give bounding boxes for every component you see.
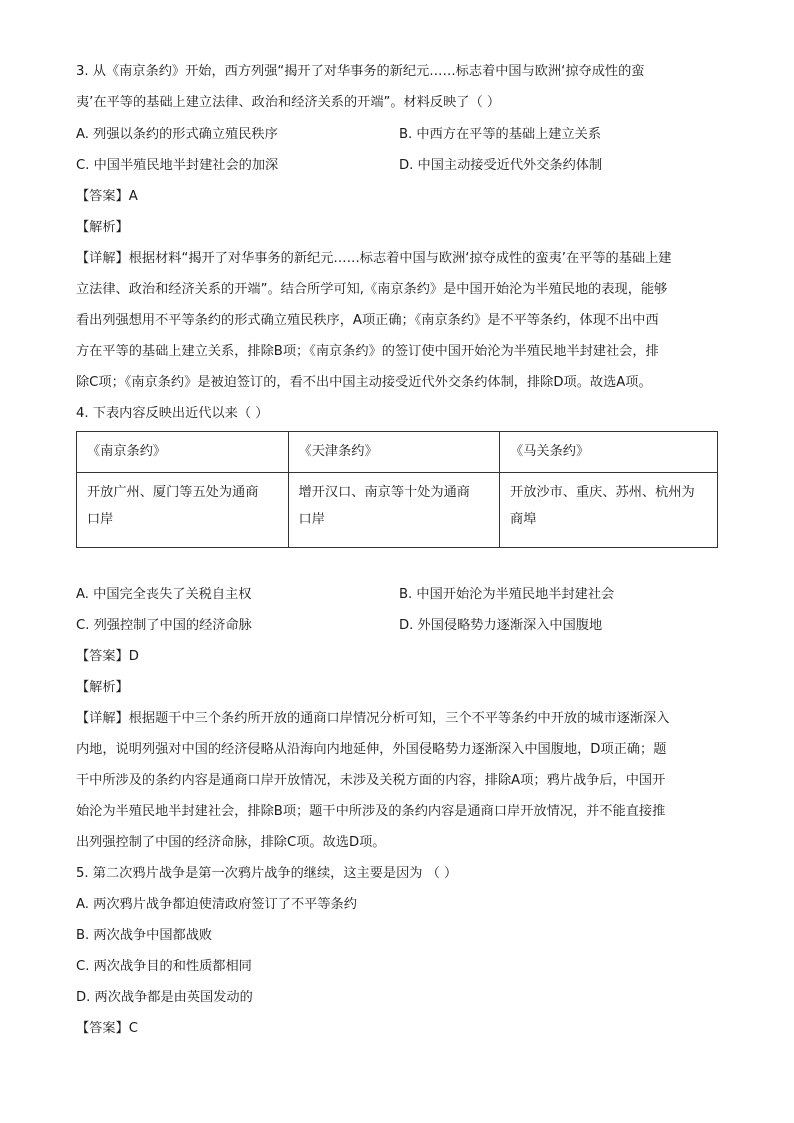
- table-cell-line: 开放沙市、重庆、苏州、杭州为: [510, 485, 695, 500]
- q5-option-b: B. 两次战争中国都战败: [76, 928, 213, 943]
- q3-option-c: C. 中国半殖民地半封建社会的加深: [76, 158, 279, 173]
- treaty-table: [76, 431, 718, 548]
- table-cell: [288, 473, 500, 548]
- q5-option-c: C. 两次战争目的和性质都相同: [76, 959, 252, 974]
- q4-stem: 4. 下表内容反映出近代以来（ ）: [76, 406, 269, 421]
- table-header-row: [77, 432, 718, 473]
- q4-detail-line-5: 出列强控制了中国的经济命脉，排除C项。故选D项。: [76, 835, 386, 850]
- q5-stem: 5. 第二次鸦片战争是第一次鸦片战争的继续，这主要是因为 （ ）: [76, 866, 458, 881]
- q4-analysis-label: 【解析】: [76, 680, 129, 695]
- table-cell-line: 商埠: [510, 512, 537, 527]
- q5-option-d: D. 两次战争都是由英国发动的: [76, 990, 253, 1005]
- table-cell-line: 增开汉口、南京等十处为通商: [298, 485, 470, 500]
- q3-detail-line-2: 立法律、政治和经济关系的开端”。结合所学可知,《南京条约》是中国开始沦为半殖民地的表现，能够: [76, 282, 668, 297]
- table-header-cell: 《南京条约》: [77, 432, 289, 473]
- q3-stem-line-2: 夷’在平等的基础上建立法律、政治和经济关系的开端”。材料反映了（ ）: [76, 95, 501, 110]
- table-cell-line: 口岸: [298, 512, 325, 527]
- table-cell-line: 开放广州、厦门等五处为通商: [87, 485, 259, 500]
- q4-option-b: B. 中国开始沦为半殖民地半封建社会: [399, 587, 615, 602]
- q5-option-a: A. 两次鸦片战争都迫使清政府签订了不平等条约: [76, 897, 357, 912]
- table-header-cell: 《天津条约》: [288, 432, 500, 473]
- q3-detail-line-4: 方在平等的基础上建立关系，排除B项；《南京条约》的签订使中国开始沦为半殖民地半封建社会，排: [76, 344, 659, 359]
- q4-option-a: A. 中国完全丧失了关税自主权: [76, 587, 252, 602]
- q4-option-d: D. 外国侵略势力逐渐深入中国腹地: [399, 618, 603, 633]
- q3-option-d: D. 中国主动接受近代外交条约体制: [399, 158, 603, 173]
- q3-detail-line-1: 【详解】根据材料“揭开了对华事务的新纪元……标志着中国与欧洲‘掠夺成性的蛮夷’在平等的基础上建: [76, 251, 672, 266]
- table-header-cell: 《马关条约》: [500, 432, 718, 473]
- q3-detail-line-3: 看出列强想用不平等条约的形式确立殖民秩序，A项正确；《南京条约》是不平等条约，体现不出中西: [76, 313, 659, 328]
- table-cell-line: 口岸: [87, 512, 114, 527]
- q5-answer: 【答案】C: [76, 1021, 138, 1036]
- table-cell: [500, 473, 718, 548]
- q4-answer: 【答案】D: [76, 649, 139, 664]
- table-cell: [77, 473, 289, 548]
- q3-detail-line-5: 除C项；《南京条约》是被迫签订的，看不出中国主动接受近代外交条约体制，排除D项。故选A项。: [76, 375, 652, 390]
- q3-stem-line-1: 3. 从《南京条约》开始，西方列强“揭开了对华事务的新纪元……标志着中国与欧洲‘掠夺成性的蛮: [76, 64, 645, 79]
- q4-detail-line-4: 始沦为半殖民地半封建社会，排除B项；题干中所涉及的条约内容是通商口岸开放情况，并不能直接推: [76, 804, 666, 819]
- q4-option-c: C. 列强控制了中国的经济命脉: [76, 618, 252, 633]
- q4-detail-line-2: 内地，说明列强对中国的经济侵略从沿海向内地延伸，外国侵略势力逐渐深入中国腹地，D项正确；题: [76, 742, 667, 757]
- q3-option-b: B. 中西方在平等的基础上建立关系: [399, 127, 602, 142]
- q4-detail-line-3: 干中所涉及的条约内容是通商口岸开放情况，未涉及关税方面的内容，排除A项；鸦片战争后，中国开: [76, 773, 666, 788]
- q3-analysis-label: 【解析】: [76, 220, 129, 235]
- table-row: [77, 473, 718, 548]
- q3-answer: 【答案】A: [76, 189, 138, 204]
- q4-detail-line-1: 【详解】根据题干中三个条约所开放的通商口岸情况分析可知，三个不平等条约中开放的城市逐渐深入: [76, 711, 670, 726]
- q3-option-a: A. 列强以条约的形式确立殖民秩序: [76, 127, 278, 142]
